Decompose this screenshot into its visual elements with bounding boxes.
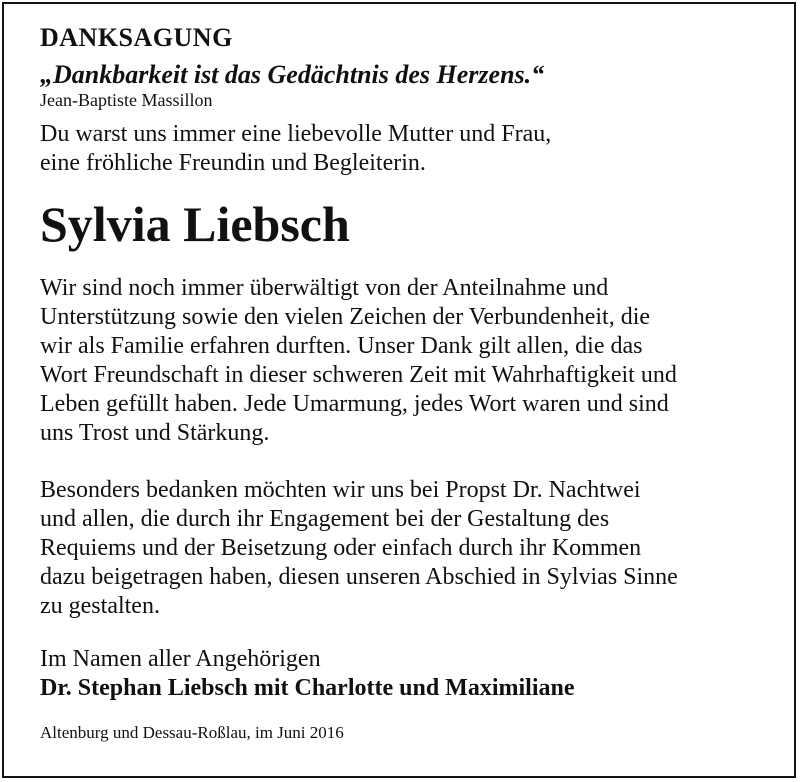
paragraph-line: Besonders bedanken möchten wir uns bei Propst Dr. Nachtwei <box>40 477 641 503</box>
notice-heading: DANKSAGUNG <box>40 23 233 52</box>
paragraph-line: zu gestalten. <box>40 593 160 619</box>
paragraph-line: uns Trost und Stärkung. <box>40 420 270 446</box>
paragraph-line: Wort Freundschaft in dieser schweren Zeit mit Wahrhaftigkeit und <box>40 362 677 388</box>
paragraph-line: dazu beigetragen haben, diesen unseren Abschied in Sylvias Sinne <box>40 564 678 590</box>
intro-line: Du warst uns immer eine liebevolle Mutter und Frau, <box>40 121 552 147</box>
notice-content <box>40 22 760 743</box>
paragraph-line: und allen, die durch ihr Engagement bei der Gestaltung des <box>40 506 610 532</box>
intro-text <box>40 120 760 178</box>
place-date: Altenburg und Dessau-Roßlau, im Juni 2016 <box>40 723 344 742</box>
paragraph-line: Requiems und der Beisetzung oder einfach durch ihr Kommen <box>40 535 642 561</box>
paragraph-line: Unterstützung sowie den vielen Zeichen der Verbundenheit, die <box>40 304 651 330</box>
closing-line: Im Namen aller Angehörigen <box>40 646 321 672</box>
paragraph-line: Wir sind noch immer überwältigt von der Anteilnahme und <box>40 275 609 301</box>
paragraph-line: Leben gefüllt haben. Jede Umarmung, jedes Wort waren und sind <box>40 391 669 417</box>
quote-author: Jean-Baptiste Massillon <box>40 90 213 110</box>
thanks-paragraph-1 <box>40 274 760 448</box>
deceased-name: Sylvia Liebsch <box>40 196 350 252</box>
quote-text: „Dankbarkeit ist das Gedächtnis des Herzens.“ <box>40 60 545 89</box>
signature: Dr. Stephan Liebsch mit Charlotte und Maximiliane <box>40 675 575 701</box>
intro-line: eine fröhliche Freundin und Begleiterin. <box>40 150 426 176</box>
paragraph-line: wir als Familie erfahren durften. Unser Dank gilt allen, die das <box>40 333 643 359</box>
thanks-paragraph-2 <box>40 476 760 621</box>
